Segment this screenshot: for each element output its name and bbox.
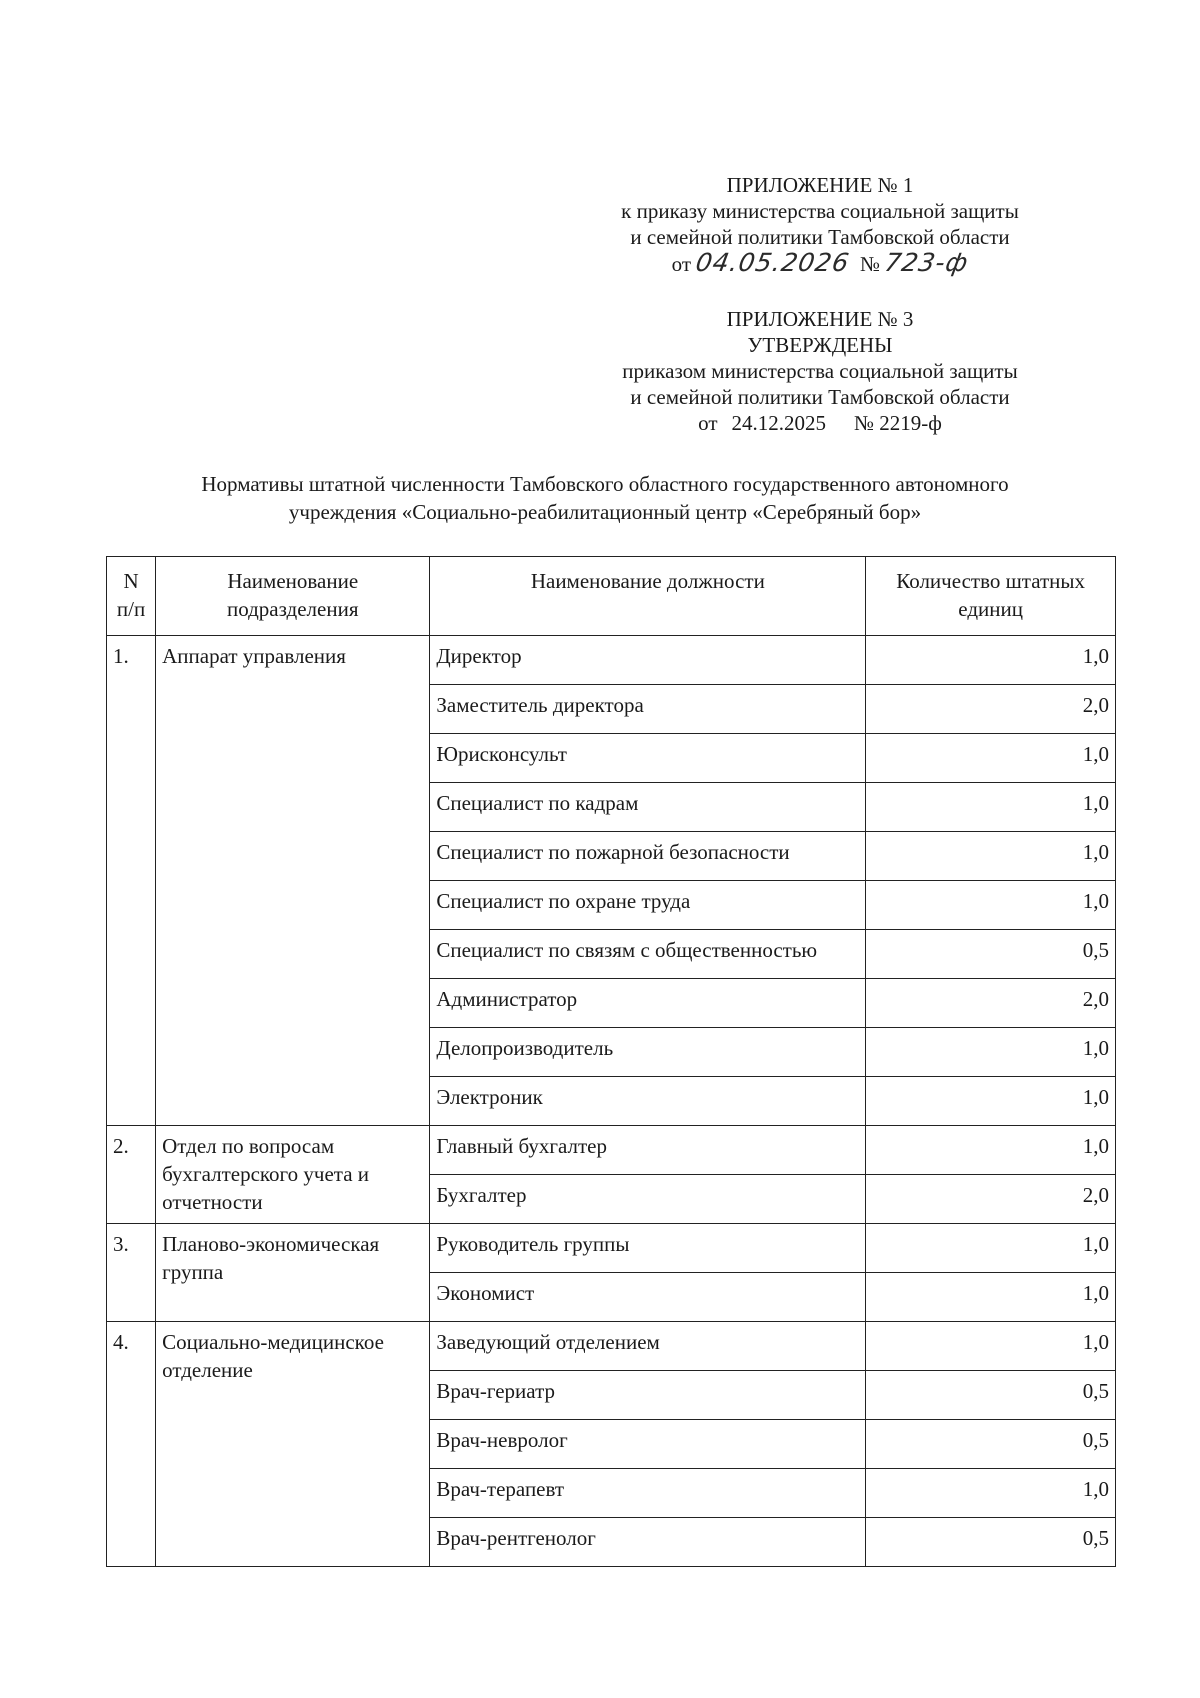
row-number: 1.	[107, 636, 156, 1126]
staff-quantity: 2,0	[866, 685, 1116, 734]
appendix-1-handwritten-date: 04.05.2026	[693, 248, 853, 277]
staff-quantity: 1,0	[866, 783, 1116, 832]
position-name: Бухгалтер	[430, 1175, 866, 1224]
appendix-1-date-line	[560, 250, 1080, 277]
row-number: 4.	[107, 1322, 156, 1567]
position-name: Администратор	[430, 979, 866, 1028]
position-name: Юрисконсульт	[430, 734, 866, 783]
row-number: 3.	[107, 1224, 156, 1322]
staff-quantity: 1,0	[866, 1126, 1116, 1175]
position-name: Делопроизводитель	[430, 1028, 866, 1077]
table-header-row	[107, 557, 1116, 636]
appendix-3-header	[560, 306, 1080, 436]
position-name: Специалист по связям с общественностью	[430, 930, 866, 979]
position-name: Врач-гериатр	[430, 1371, 866, 1420]
position-name: Заместитель директора	[430, 685, 866, 734]
position-name: Врач-невролог	[430, 1420, 866, 1469]
staff-quantity: 0,5	[866, 1518, 1116, 1567]
appendix-3-approved: УТВЕРЖДЕНЫ	[747, 333, 893, 357]
appendix-3-number: № 2219-ф	[854, 411, 942, 435]
appendix-1-handwritten-number: 723-ф	[882, 248, 972, 277]
department-name: Социально-медицинское отделение	[156, 1322, 430, 1567]
position-name: Заведующий отделением	[430, 1322, 866, 1371]
staff-quantity: 1,0	[866, 636, 1116, 685]
appendix-1-header	[560, 172, 1080, 277]
appendix-3-date-prefix: от	[698, 411, 718, 435]
table-row	[107, 636, 1116, 685]
department-name: Аппарат управления	[156, 636, 430, 1126]
appendix-3-line-2: и семейной политики Тамбовской области	[630, 385, 1010, 409]
header-department: Наименование подразделения	[156, 557, 430, 636]
document-title-line-1: Нормативы штатной численности Тамбовского областного государственного автономного	[201, 472, 1009, 496]
staff-quantity: 2,0	[866, 1175, 1116, 1224]
appendix-3-date-line	[560, 410, 1080, 436]
appendix-1-number-prefix: №	[859, 252, 880, 276]
staff-quantity: 1,0	[866, 1224, 1116, 1273]
appendix-3-title: ПРИЛОЖЕНИЕ № 3	[726, 307, 914, 331]
staff-quantity: 1,0	[866, 1273, 1116, 1322]
staff-quantity: 1,0	[866, 1028, 1116, 1077]
appendix-3-date: 24.12.2025	[731, 411, 826, 435]
appendix-1-title: ПРИЛОЖЕНИЕ № 1	[726, 173, 914, 197]
position-name: Экономист	[430, 1273, 866, 1322]
position-name: Электроник	[430, 1077, 866, 1126]
staffing-table	[106, 556, 1116, 1567]
appendix-1-line-2: и семейной политики Тамбовской области	[630, 225, 1010, 249]
table-body	[107, 636, 1116, 1567]
appendix-3-line-1: приказом министерства социальной защиты	[622, 359, 1018, 383]
position-name: Специалист по охране труда	[430, 881, 866, 930]
table-row	[107, 1126, 1116, 1175]
department-name: Отдел по вопросам бухгалтерского учета и отчетности	[156, 1126, 430, 1224]
table-row	[107, 1224, 1116, 1273]
position-name: Специалист по пожарной безопасности	[430, 832, 866, 881]
staff-quantity: 1,0	[866, 734, 1116, 783]
appendix-1-date-prefix: от	[671, 252, 692, 276]
staff-quantity: 0,5	[866, 1420, 1116, 1469]
document-title-line-2: учреждения «Социально-реабилитационный центр «Серебряный бор»	[288, 500, 922, 524]
position-name: Руководитель группы	[430, 1224, 866, 1273]
department-name: Планово-экономическая группа	[156, 1224, 430, 1322]
position-name: Врач-терапевт	[430, 1469, 866, 1518]
appendix-1-line-1: к приказу министерства социальной защиты	[621, 199, 1019, 223]
position-name: Директор	[430, 636, 866, 685]
header-number: N п/п	[107, 557, 156, 636]
staff-quantity: 0,5	[866, 930, 1116, 979]
position-name: Врач-рентгенолог	[430, 1518, 866, 1567]
staff-quantity: 1,0	[866, 881, 1116, 930]
document-title	[100, 470, 1110, 526]
staff-quantity: 1,0	[866, 1322, 1116, 1371]
position-name: Специалист по кадрам	[430, 783, 866, 832]
staff-quantity: 2,0	[866, 979, 1116, 1028]
header-quantity: Количество штатных единиц	[866, 557, 1116, 636]
staff-quantity: 1,0	[866, 1077, 1116, 1126]
staff-quantity: 0,5	[866, 1371, 1116, 1420]
staff-quantity: 1,0	[866, 1469, 1116, 1518]
table-row	[107, 1322, 1116, 1371]
row-number: 2.	[107, 1126, 156, 1224]
staff-quantity: 1,0	[866, 832, 1116, 881]
header-position: Наименование должности	[430, 557, 866, 636]
position-name: Главный бухгалтер	[430, 1126, 866, 1175]
